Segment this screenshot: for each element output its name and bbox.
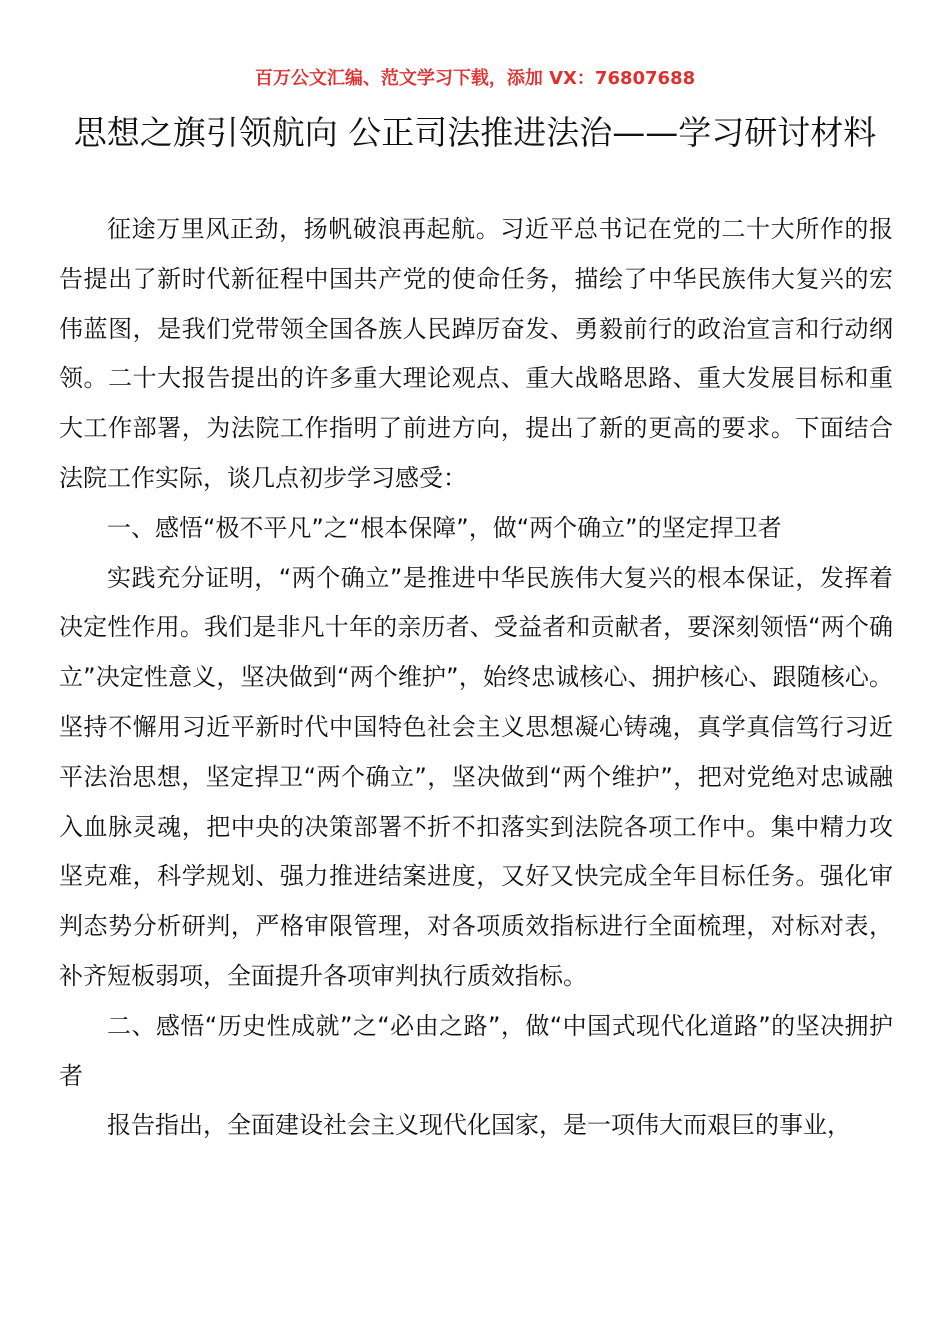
paragraph-section-2: 报告指出，全面建设社会主义现代化国家，是一项伟大而艰巨的事业， bbox=[107, 1111, 851, 1140]
section-heading-1: 一、感悟“极不平凡”之“根本保障”，做“两个确立”的坚定捍卫者 bbox=[107, 513, 782, 542]
document-title: 思想之旗引领航向 公正司法推进法治——学习研讨材料 bbox=[73, 113, 877, 152]
section-heading-2: 二、感悟“历史性成就”之“必由之路”，做“中国式现代化道路”的坚决拥护者 bbox=[59, 1011, 893, 1090]
paragraph-section-1: 实践充分证明，“两个确立”是推进中华民族伟大复兴的根本保证，发挥着决定性作用。我们是非凡十年的亲历者、受益者和贡献者，要深刻领悟“两个确立”决定性意义，坚决做到“两个维护”，始终忠诚核心、拥护核心、跟随核心。坚持不懈用习近平新时代中国特色社会主义思想凝心铸魂，真学真信笃行习近平法治思想，坚定捍卫“两个确立”，坚决做到“两个维护”，把对党绝对忠诚融入血脉灵魂，把中央的决策部署不折不扣落实到法院各项工作中。集中精力攻坚克难，科学规划、强力推进结案进度，又好又快完成全年目标任务。强化审判态势分析研判，严格审限管理，对各项质效指标进行全面梳理，对标对表，补齐短板弱项，全面提升各项审判执行质效指标。 bbox=[59, 563, 893, 990]
header-watermark-note: 百万公文汇编、范文学习下载，添加 VX：76807688 bbox=[254, 68, 696, 89]
document-body bbox=[59, 205, 893, 1151]
paragraph-intro: 征途万里风正劲，扬帆破浪再起航。习近平总书记在党的二十大所作的报告提出了新时代新征程中国共产党的使命任务，描绘了中华民族伟大复兴的宏伟蓝图，是我们党带领全国各族人民踔厉奋发、勇毅前行的政治宣言和行动纲领。二十大报告提出的许多重大理论观点、重大战略思路、重大发展目标和重大工作部署，为法院工作指明了前进方向，提出了新的更高的要求。下面结合法院工作实际，谈几点初步学习感受： bbox=[59, 215, 893, 492]
